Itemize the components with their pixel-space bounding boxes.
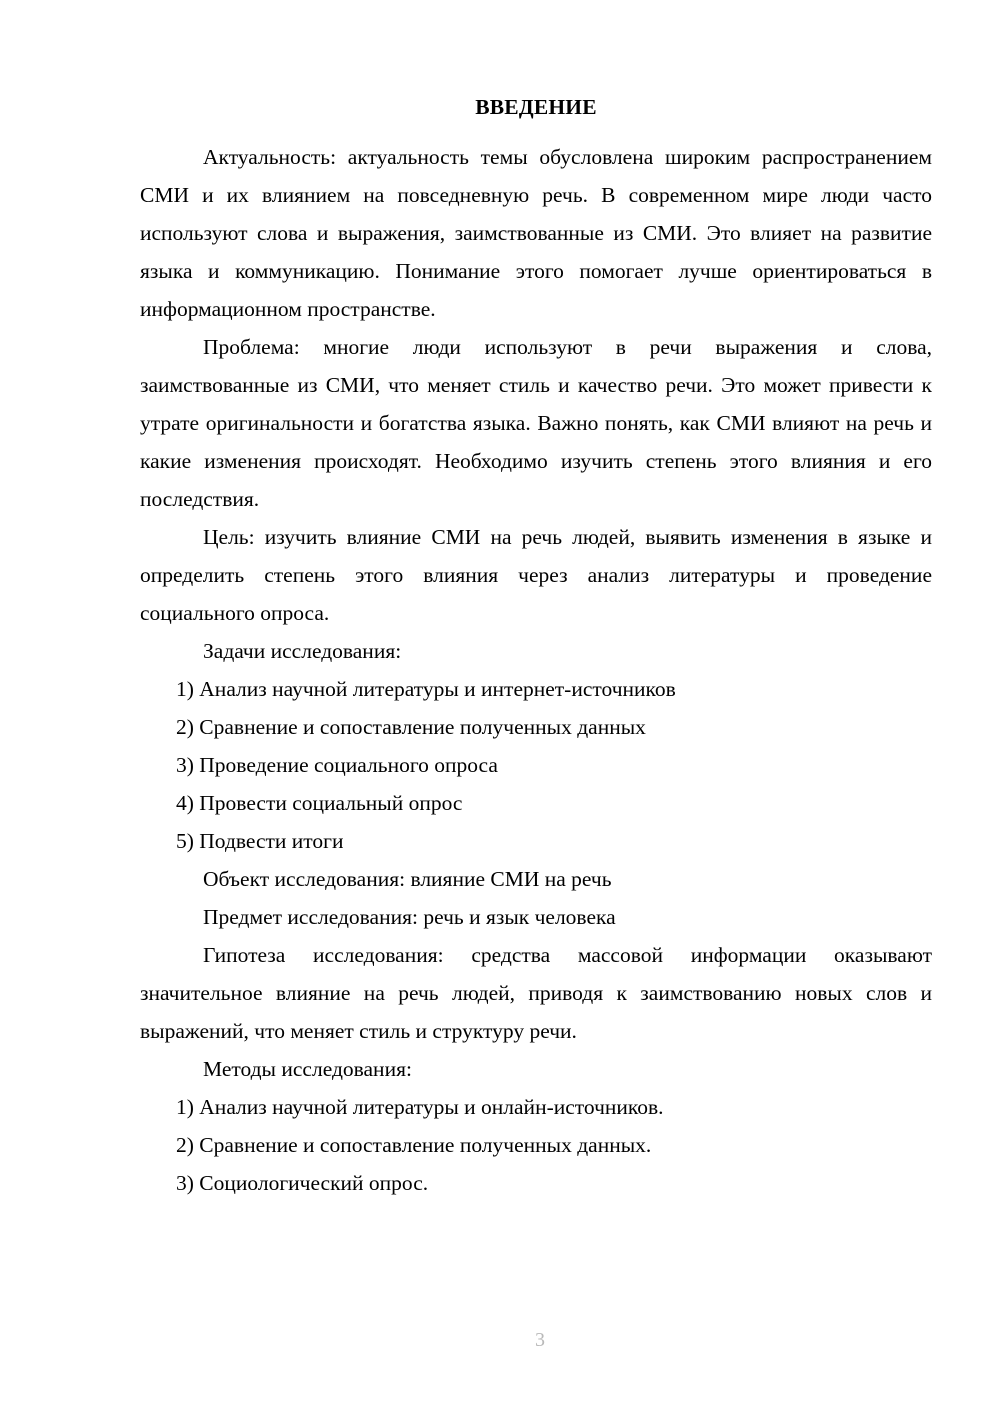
- page-number: [0, 1327, 1000, 1353]
- subject-of-research-line: Предмет исследования: речь и язык человека: [203, 905, 616, 929]
- list-item: 3) Проведение социального опроса: [176, 753, 498, 777]
- list-item: 5) Подвести итоги: [176, 829, 344, 853]
- list-item: 1) Анализ научной литературы и онлайн-источников.: [176, 1095, 664, 1119]
- tasks-heading: Задачи исследования:: [203, 639, 402, 663]
- list-item: 2) Сравнение и сопоставление полученных данных.: [176, 1133, 652, 1157]
- paragraph-hypothesis: Гипотеза исследования: средства массовой информации оказывают значительное влияние на речь людей, приводя к заимствованию новых слов и выражений, что меняет стиль и структуру речи.: [140, 943, 932, 1043]
- paragraph-relevance: Актуальность: актуальность темы обусловлена широким распространением СМИ и их влиянием на повседневную речь. В современном мире люди часто используют слова и выражения, заимствованные из СМИ. Это влияет на развитие языка и коммуникацию. Понимание этого помогает лучше ориентироваться в информационном пространстве.: [140, 145, 932, 321]
- methods-heading: Методы исследования:: [203, 1057, 412, 1081]
- list-item: 3) Социологический опрос.: [176, 1171, 429, 1195]
- list-item: 4) Провести социальный опрос: [176, 791, 463, 815]
- paragraph-goal: Цель: изучить влияние СМИ на речь людей, выявить изменения в языке и определить степень этого влияния через анализ литературы и проведение социального опроса.: [140, 525, 932, 625]
- list-item: 2) Сравнение и сопоставление полученных данных: [176, 715, 646, 739]
- list-item: 1) Анализ научной литературы и интернет-источников: [176, 677, 676, 701]
- object-of-research-line: Объект исследования: влияние СМИ на речь: [203, 867, 612, 891]
- page-number-value: 3: [535, 1329, 545, 1351]
- page-content: [140, 88, 932, 1202]
- page-title: ВВЕДЕНИЕ: [475, 95, 597, 119]
- paragraph-problem: Проблема: многие люди используют в речи выражения и слова, заимствованные из СМИ, что меняет стиль и качество речи. Это может привести к утрате оригинальности и богатства языка. Важно понять, как СМИ влияют на речь и какие изменения происходят. Необходимо изучить степень этого влияния и его последствия.: [140, 335, 932, 511]
